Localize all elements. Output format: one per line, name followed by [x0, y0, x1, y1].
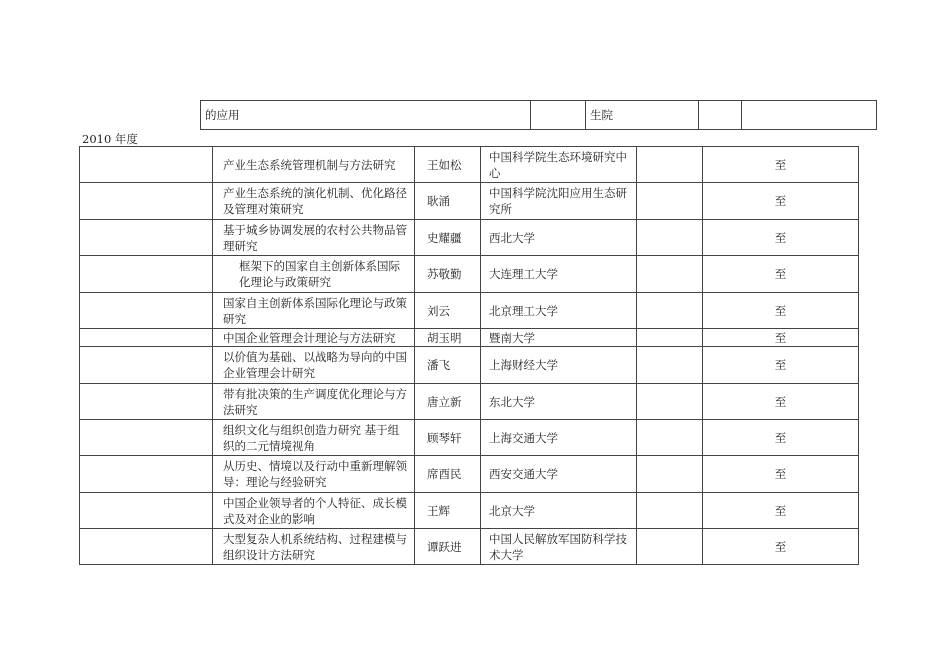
blank-cell [80, 493, 213, 529]
status-cell: 至 [703, 493, 859, 529]
blank-cell [80, 183, 213, 220]
org-cell: 西安交通大学 [481, 456, 637, 493]
project-table [79, 146, 859, 565]
topic-cell: 国家自主创新体系国际化理论与政策研究 [213, 293, 415, 329]
status-cell: 至 [703, 256, 859, 293]
blank-cell [80, 347, 213, 384]
person-cell: 谭跃进 [415, 529, 481, 565]
blank-cell [637, 293, 703, 329]
table-row [80, 384, 859, 420]
blank-cell [699, 101, 742, 130]
blank-cell [80, 456, 213, 493]
org-cell: 大连理工大学 [481, 256, 637, 293]
status-cell: 至 [703, 347, 859, 384]
continuation-table [200, 100, 877, 130]
table-row [80, 347, 859, 384]
status-cell: 至 [703, 147, 859, 183]
topic-cell: 中国企业管理会计理论与方法研究 [213, 329, 415, 347]
person-cell: 唐立新 [415, 384, 481, 420]
blank-cell [637, 420, 703, 456]
blank-cell [637, 456, 703, 493]
org-cell: 中国科学院沈阳应用生态研究所 [481, 183, 637, 220]
table-row [201, 101, 877, 130]
org-cell: 中国人民解放军国防科学技术大学 [481, 529, 637, 565]
org-cell: 上海交通大学 [481, 420, 637, 456]
person-cell: 顾琴轩 [415, 420, 481, 456]
topic-cell: 的应用 [201, 101, 531, 130]
blank-cell [80, 329, 213, 347]
org-cell: 北京大学 [481, 493, 637, 529]
person-cell: 胡玉明 [415, 329, 481, 347]
person-cell: 王如松 [415, 147, 481, 183]
table-row [80, 529, 859, 565]
org-cell: 东北大学 [481, 384, 637, 420]
person-cell: 潘飞 [415, 347, 481, 384]
table-row [80, 256, 859, 293]
topic-cell: 大型复杂人机系统结构、过程建模与组织设计方法研究 [213, 529, 415, 565]
blank-cell [637, 256, 703, 293]
blank-cell [80, 256, 213, 293]
topic-cell: 中国企业领导者的个人特征、成长模式及对企业的影响 [213, 493, 415, 529]
blank-cell [637, 529, 703, 565]
table-row [80, 220, 859, 256]
blank-cell [80, 147, 213, 183]
table-row [80, 420, 859, 456]
topic-cell: 带有批决策的生产调度优化理论与方法研究 [213, 384, 415, 420]
blank-cell [637, 183, 703, 220]
blank-cell [637, 220, 703, 256]
org-cell: 上海财经大学 [481, 347, 637, 384]
table-row [80, 493, 859, 529]
blank-cell [637, 347, 703, 384]
table-row [80, 147, 859, 183]
blank-cell [637, 493, 703, 529]
status-cell: 至 [703, 183, 859, 220]
org-cell: 中国科学院生态环境研究中心 [481, 147, 637, 183]
table-row [80, 329, 859, 347]
status-cell: 至 [703, 420, 859, 456]
blank-cell [80, 293, 213, 329]
topic-cell: 从历史、情境以及行动中重新理解领导：理论与经验研究 [213, 456, 415, 493]
topic-cell: 框架下的国家自主创新体系国际化理论与政策研究 [213, 256, 415, 293]
topic-cell: 产业生态系统管理机制与方法研究 [213, 147, 415, 183]
topic-cell: 基于城乡协调发展的农村公共物品管理研究 [213, 220, 415, 256]
person-cell: 王辉 [415, 493, 481, 529]
person-cell: 刘云 [415, 293, 481, 329]
org-cell: 生院 [586, 101, 699, 130]
blank-cell [637, 384, 703, 420]
blank-cell [637, 147, 703, 183]
table-row [80, 293, 859, 329]
blank-cell [637, 329, 703, 347]
blank-cell [531, 101, 586, 130]
person-cell: 耿涌 [415, 183, 481, 220]
table-row [80, 456, 859, 493]
org-cell: 西北大学 [481, 220, 637, 256]
person-cell: 席酉民 [415, 456, 481, 493]
status-cell: 至 [703, 384, 859, 420]
topic-cell: 以价值为基础、以战略为导向的中国企业管理会计研究 [213, 347, 415, 384]
person-cell: 苏敬勤 [415, 256, 481, 293]
org-cell: 北京理工大学 [481, 293, 637, 329]
org-cell: 暨南大学 [481, 329, 637, 347]
table-row [80, 183, 859, 220]
blank-cell [80, 220, 213, 256]
section-label: 2010 年度 [82, 132, 138, 146]
status-cell: 至 [703, 456, 859, 493]
status-cell: 至 [703, 293, 859, 329]
topic-cell: 产业生态系统的演化机制、优化路径及管理对策研究 [213, 183, 415, 220]
blank-cell [742, 101, 877, 130]
topic-cell: 组织文化与组织创造力研究 基于组织的二元情境视角 [213, 420, 415, 456]
status-cell: 至 [703, 329, 859, 347]
blank-cell [80, 420, 213, 456]
blank-cell [80, 384, 213, 420]
blank-cell [80, 529, 213, 565]
person-cell: 史耀疆 [415, 220, 481, 256]
status-cell: 至 [703, 220, 859, 256]
status-cell: 至 [703, 529, 859, 565]
